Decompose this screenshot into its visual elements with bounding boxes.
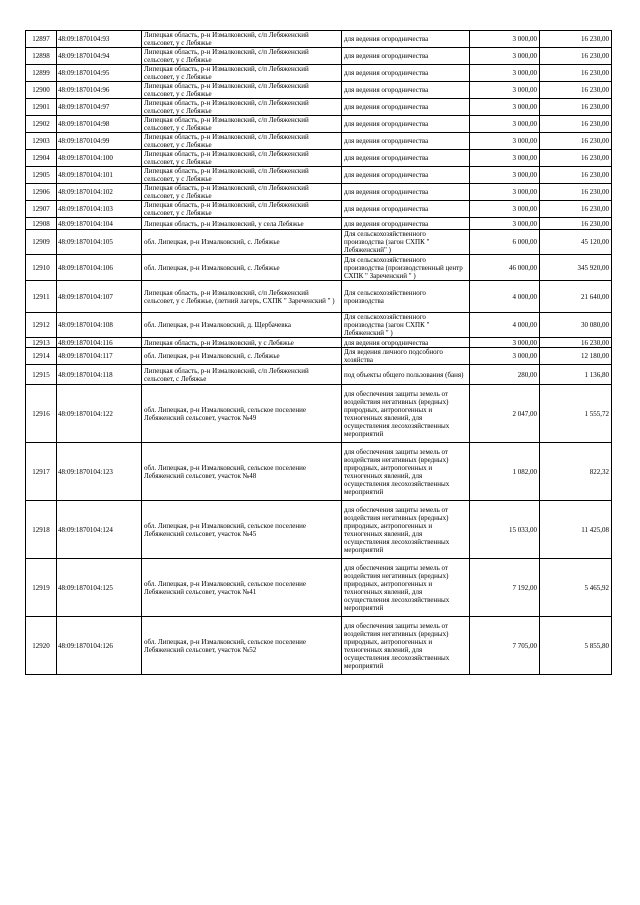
address: Липецкая область, р-н Измалковский, с/п Лебяженский сельсовет, у с Лебяжье	[142, 48, 342, 65]
table-row	[26, 281, 612, 313]
area-value: 7 192,00	[470, 559, 540, 617]
cadastral-value: 16 230,00	[540, 48, 612, 65]
permitted-use: для ведения огородничества	[342, 48, 470, 65]
cadastral-number: 48:09:1870104:117	[57, 348, 142, 365]
area-value: 15 033,00	[470, 501, 540, 559]
table-row	[26, 201, 612, 218]
permitted-use: для ведения огородничества	[342, 338, 470, 348]
table-row	[26, 133, 612, 150]
area-value: 3 000,00	[470, 218, 540, 230]
cadastral-value: 822,32	[540, 443, 612, 501]
address: Липецкая область, р-н Измалковский, с/п Лебяженский сельсовет, с Лебяжье	[142, 365, 342, 385]
row-number: 12903	[26, 133, 57, 150]
table-row	[26, 167, 612, 184]
permitted-use: Для сельскохозяйственного производства (загон СХПК " Лебяженский " )	[342, 313, 470, 338]
table-row	[26, 559, 612, 617]
address: Липецкая область, р-н Измалковский, с/п Лебяженский сельсовет, у с Лебяжье	[142, 150, 342, 167]
permitted-use: для обеспечения защиты земель от воздействия негативных (вредных) природных, антропогенных и техногенных явлений, для осуществления лесохозяйственных мероприятий	[342, 443, 470, 501]
permitted-use: для ведения огородничества	[342, 201, 470, 218]
address: обл. Липецкая, р-н Измалковский, сельское поселение Лебяженский сельсовет, участок №48	[142, 443, 342, 501]
area-value: 280,00	[470, 365, 540, 385]
permitted-use: для ведения огородничества	[342, 133, 470, 150]
table-row	[26, 365, 612, 385]
address: обл. Липецкая, р-н Измалковский, сельское поселение Лебяженский сельсовет, участок №52	[142, 617, 342, 675]
row-number: 12914	[26, 348, 57, 365]
area-value: 3 000,00	[470, 201, 540, 218]
address: Липецкая область, р-н Измалковский, с/п Лебяженский сельсовет, у с Лебяжье	[142, 201, 342, 218]
address: Липецкая область, р-н Измалковский, с/п Лебяженский сельсовет, у с Лебяжье	[142, 31, 342, 48]
address: обл. Липецкая, р-н Измалковский, с. Лебяжье	[142, 230, 342, 255]
cadastral-value: 1 555,72	[540, 385, 612, 443]
table-row	[26, 443, 612, 501]
table-row	[26, 150, 612, 167]
permitted-use: под объекты общего пользования (баня)	[342, 365, 470, 385]
table-row	[26, 501, 612, 559]
row-number: 12898	[26, 48, 57, 65]
cadastral-number: 48:09:1870104:94	[57, 48, 142, 65]
row-number: 12920	[26, 617, 57, 675]
cadastral-number: 48:09:1870104:97	[57, 99, 142, 116]
cadastral-number: 48:09:1870104:123	[57, 443, 142, 501]
table-row	[26, 48, 612, 65]
area-value: 2 047,00	[470, 385, 540, 443]
address: Липецкая область, р-н Измалковский, с/п Лебяженский сельсовет, у с Лебяжье	[142, 167, 342, 184]
table-row	[26, 338, 612, 348]
table-row	[26, 348, 612, 365]
cadastral-value: 45 120,00	[540, 230, 612, 255]
address: обл. Липецкая, р-н Измалковский, сельское поселение Лебяженский сельсовет, участок №49	[142, 385, 342, 443]
area-value: 3 000,00	[470, 116, 540, 133]
cadastral-number: 48:09:1870104:99	[57, 133, 142, 150]
table-row	[26, 99, 612, 116]
area-value: 4 000,00	[470, 281, 540, 313]
permitted-use: для ведения огородничества	[342, 31, 470, 48]
cadastral-value: 16 230,00	[540, 82, 612, 99]
cadastral-number: 48:09:1870104:106	[57, 255, 142, 281]
row-number: 12909	[26, 230, 57, 255]
cadastral-number: 48:09:1870104:118	[57, 365, 142, 385]
row-number: 12915	[26, 365, 57, 385]
cadastral-value: 16 230,00	[540, 184, 612, 201]
table-row	[26, 218, 612, 230]
cadastral-number: 48:09:1870104:104	[57, 218, 142, 230]
permitted-use: для ведения огородничества	[342, 150, 470, 167]
row-number: 12901	[26, 99, 57, 116]
area-value: 3 000,00	[470, 31, 540, 48]
cadastral-number: 48:09:1870104:108	[57, 313, 142, 338]
permitted-use: для ведения огородничества	[342, 99, 470, 116]
table-row	[26, 31, 612, 48]
cadastral-value: 5 855,80	[540, 617, 612, 675]
area-value: 3 000,00	[470, 82, 540, 99]
area-value: 3 000,00	[470, 338, 540, 348]
table-row	[26, 230, 612, 255]
permitted-use: Для сельскохозяйственного производства (загон СХПК " Лебяженский" )	[342, 230, 470, 255]
area-value: 3 000,00	[470, 184, 540, 201]
area-value: 3 000,00	[470, 150, 540, 167]
cadastral-number: 48:09:1870104:100	[57, 150, 142, 167]
cadastral-value: 16 230,00	[540, 150, 612, 167]
cadastral-number: 48:09:1870104:116	[57, 338, 142, 348]
table-row	[26, 116, 612, 133]
row-number: 12904	[26, 150, 57, 167]
address: Липецкая область, р-н Измалковский, с/п Лебяженский сельсовет, у с Лебяжье	[142, 99, 342, 116]
cadastral-value: 16 230,00	[540, 167, 612, 184]
cadastral-value: 30 080,00	[540, 313, 612, 338]
cadastral-number: 48:09:1870104:107	[57, 281, 142, 313]
permitted-use: Для сельскохозяйственного производства	[342, 281, 470, 313]
cadastral-number: 48:09:1870104:102	[57, 184, 142, 201]
row-number: 12918	[26, 501, 57, 559]
table-row	[26, 82, 612, 99]
cadastral-value: 21 640,00	[540, 281, 612, 313]
row-number: 12910	[26, 255, 57, 281]
cadastral-value: 16 230,00	[540, 338, 612, 348]
permitted-use: для ведения огородничества	[342, 167, 470, 184]
address: обл. Липецкая, р-н Измалковский, сельское поселение Лебяженский сельсовет, участок №45	[142, 501, 342, 559]
cadastral-value: 16 230,00	[540, 31, 612, 48]
cadastral-value: 5 465,92	[540, 559, 612, 617]
table-body	[26, 31, 612, 675]
address: Липецкая область, р-н Измалковский, у села Лебяжье	[142, 218, 342, 230]
cadastral-value: 16 230,00	[540, 99, 612, 116]
area-value: 3 000,00	[470, 65, 540, 82]
permitted-use: для обеспечения защиты земель от воздействия негативных (вредных) природных, антропогенных и техногенных явлений, для осуществления лесохозяйственных мероприятий	[342, 501, 470, 559]
row-number: 12899	[26, 65, 57, 82]
permitted-use: для обеспечения защиты земель от воздействия негативных (вредных) природных, антропогенных и техногенных явлений, для осуществления лесохозяйственных мероприятий	[342, 385, 470, 443]
address: Липецкая область, р-н Измалковский, с/п Лебяженский сельсовет, у с Лебяжье	[142, 82, 342, 99]
land-registry-table	[25, 30, 612, 675]
address: Липецкая область, р-н Измалковский, у с Лебяжье	[142, 338, 342, 348]
permitted-use: Для ведения личного подсобного хозяйства	[342, 348, 470, 365]
row-number: 12916	[26, 385, 57, 443]
address: Липецкая область, р-н Измалковский, с/п Лебяженский сельсовет, у с Лебяжье	[142, 184, 342, 201]
area-value: 3 000,00	[470, 348, 540, 365]
table-row	[26, 65, 612, 82]
row-number: 12905	[26, 167, 57, 184]
address: обл. Липецкая, р-н Измалковский, с. Лебяжье	[142, 348, 342, 365]
cadastral-number: 48:09:1870104:98	[57, 116, 142, 133]
cadastral-number: 48:09:1870104:126	[57, 617, 142, 675]
cadastral-value: 12 180,00	[540, 348, 612, 365]
permitted-use: для обеспечения защиты земель от воздействия негативных (вредных) природных, антропогенных и техногенных явлений, для осуществления лесохозяйственных мероприятий	[342, 559, 470, 617]
cadastral-value: 16 230,00	[540, 65, 612, 82]
table-row	[26, 255, 612, 281]
address: Липецкая область, р-н Измалковский, с/п Лебяженский сельсовет, у с Лебяжье	[142, 133, 342, 150]
area-value: 3 000,00	[470, 133, 540, 150]
area-value: 46 000,00	[470, 255, 540, 281]
table-row	[26, 617, 612, 675]
address: Липецкая область, р-н Измалковский, с/п Лебяженский сельсовет, у с Лебяжье	[142, 65, 342, 82]
row-number: 12907	[26, 201, 57, 218]
address: Липецкая область, р-н Измалковский, с/п Лебяженский сельсовет, у с Лебяжье, (летний лагерь, СХПК " Зареченский " )	[142, 281, 342, 313]
permitted-use: для ведения огородничества	[342, 116, 470, 133]
row-number: 12911	[26, 281, 57, 313]
cadastral-number: 48:09:1870104:125	[57, 559, 142, 617]
cadastral-number: 48:09:1870104:124	[57, 501, 142, 559]
area-value: 4 000,00	[470, 313, 540, 338]
area-value: 1 082,00	[470, 443, 540, 501]
cadastral-number: 48:09:1870104:101	[57, 167, 142, 184]
row-number: 12906	[26, 184, 57, 201]
area-value: 6 000,00	[470, 230, 540, 255]
cadastral-number: 48:09:1870104:96	[57, 82, 142, 99]
table-row	[26, 313, 612, 338]
area-value: 3 000,00	[470, 99, 540, 116]
permitted-use: Для сельскохозяйственного производства (производственный центр СХПК " Зареченский " )	[342, 255, 470, 281]
cadastral-value: 11 425,08	[540, 501, 612, 559]
area-value: 3 000,00	[470, 48, 540, 65]
row-number: 12902	[26, 116, 57, 133]
permitted-use: для ведения огородничества	[342, 184, 470, 201]
table-row	[26, 184, 612, 201]
cadastral-number: 48:09:1870104:122	[57, 385, 142, 443]
row-number: 12897	[26, 31, 57, 48]
cadastral-value: 345 920,00	[540, 255, 612, 281]
row-number: 12900	[26, 82, 57, 99]
row-number: 12913	[26, 338, 57, 348]
permitted-use: для обеспечения защиты земель от воздействия негативных (вредных) природных, антропогенных и техногенных явлений, для осуществления лесохозяйственных мероприятий	[342, 617, 470, 675]
row-number: 12912	[26, 313, 57, 338]
address: обл. Липецкая, р-н Измалковский, с. Лебяжье	[142, 255, 342, 281]
area-value: 3 000,00	[470, 167, 540, 184]
address: обл. Липецкая, р-н Измалковский, д. Щербачевка	[142, 313, 342, 338]
cadastral-number: 48:09:1870104:93	[57, 31, 142, 48]
area-value: 7 705,00	[470, 617, 540, 675]
permitted-use: для ведения огородничества	[342, 82, 470, 99]
row-number: 12908	[26, 218, 57, 230]
cadastral-number: 48:09:1870104:95	[57, 65, 142, 82]
cadastral-number: 48:09:1870104:105	[57, 230, 142, 255]
cadastral-number: 48:09:1870104:103	[57, 201, 142, 218]
permitted-use: для ведения огородничества	[342, 65, 470, 82]
cadastral-value: 16 230,00	[540, 218, 612, 230]
table-row	[26, 385, 612, 443]
cadastral-value: 16 230,00	[540, 133, 612, 150]
row-number: 12917	[26, 443, 57, 501]
cadastral-value: 16 230,00	[540, 201, 612, 218]
cadastral-value: 1 136,80	[540, 365, 612, 385]
row-number: 12919	[26, 559, 57, 617]
address: Липецкая область, р-н Измалковский, с/п Лебяженский сельсовет, у с Лебяжье	[142, 116, 342, 133]
cadastral-value: 16 230,00	[540, 116, 612, 133]
permitted-use: для ведения огородничества	[342, 218, 470, 230]
address: обл. Липецкая, р-н Измалковский, сельское поселение Лебяженский сельсовет, участок №41	[142, 559, 342, 617]
